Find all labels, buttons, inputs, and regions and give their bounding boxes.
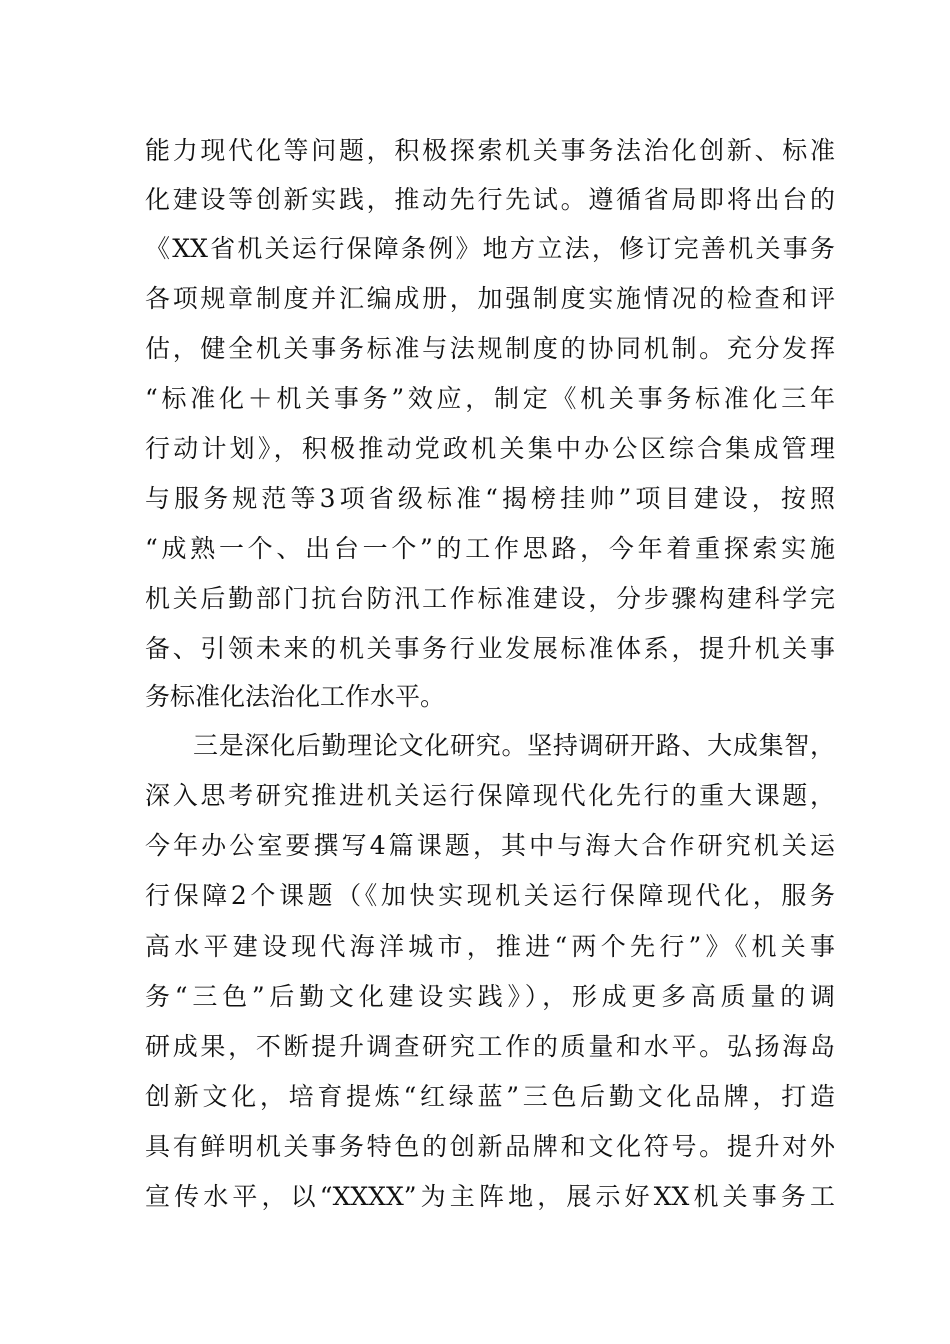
- text-line: “成熟一个、出台一个”的工作思路，今年着重探索实施: [145, 534, 835, 563]
- text-line: 与服务规范等3项省级标准“揭榜挂帅”项目建设，按照: [145, 484, 835, 513]
- text-line: 今年办公室要撰写4篇课题，其中与海大合作研究机关运: [145, 831, 835, 860]
- text-line: 备、引领未来的机关事务行业发展标准体系，提升机关事: [145, 634, 835, 663]
- text-line: 能力现代化等问题，积极探索机关事务法治化创新、标准: [145, 136, 835, 165]
- text-line: 各项规章制度并汇编成册，加强制度实施情况的检查和评: [145, 284, 835, 313]
- text-line: 高水平建设现代海洋城市，推进“两个先行”》《机关事: [145, 932, 835, 961]
- text-line: 估，健全机关事务标准与法规制度的协同机制。充分发挥: [145, 334, 835, 363]
- text-line: 创新文化，培育提炼“红绿蓝”三色后勤文化品牌，打造: [145, 1082, 835, 1111]
- text-line: 行保障2个课题（《加快实现机关运行保障现代化，服务: [145, 881, 835, 910]
- text-line: 行动计划》，积极推动党政机关集中办公区综合集成管理: [145, 434, 835, 463]
- text-line: 务“三色”后勤文化建设实践》），形成更多高质量的调: [145, 982, 835, 1011]
- text-line: 《XX省机关运行保障条例》地方立法，修订完善机关事务: [145, 234, 835, 263]
- text-line: 具有鲜明机关事务特色的创新品牌和文化符号。提升对外: [145, 1132, 835, 1161]
- text-line: 研成果，不断提升调查研究工作的质量和水平。弘扬海岛: [145, 1032, 835, 1061]
- text-line: 机关后勤部门抗台防汛工作标准建设，分步骤构建科学完: [145, 584, 835, 613]
- text-line: 深入思考研究推进机关运行保障现代化先行的重大课题，: [145, 781, 835, 810]
- paragraph-start-line: 三是深化后勤理论文化研究。坚持调研开路、大成集智，: [193, 731, 835, 760]
- text-line: “标准化＋机关事务”效应，制定《机关事务标准化三年: [145, 384, 835, 413]
- text-line: 务标准化法治化工作水平。: [145, 682, 446, 711]
- text-line: 化建设等创新实践，推动先行先试。遵循省局即将出台的: [145, 185, 835, 214]
- text-line: 宣传水平，以“XXXX”为主阵地，展示好XX机关事务工: [145, 1182, 835, 1211]
